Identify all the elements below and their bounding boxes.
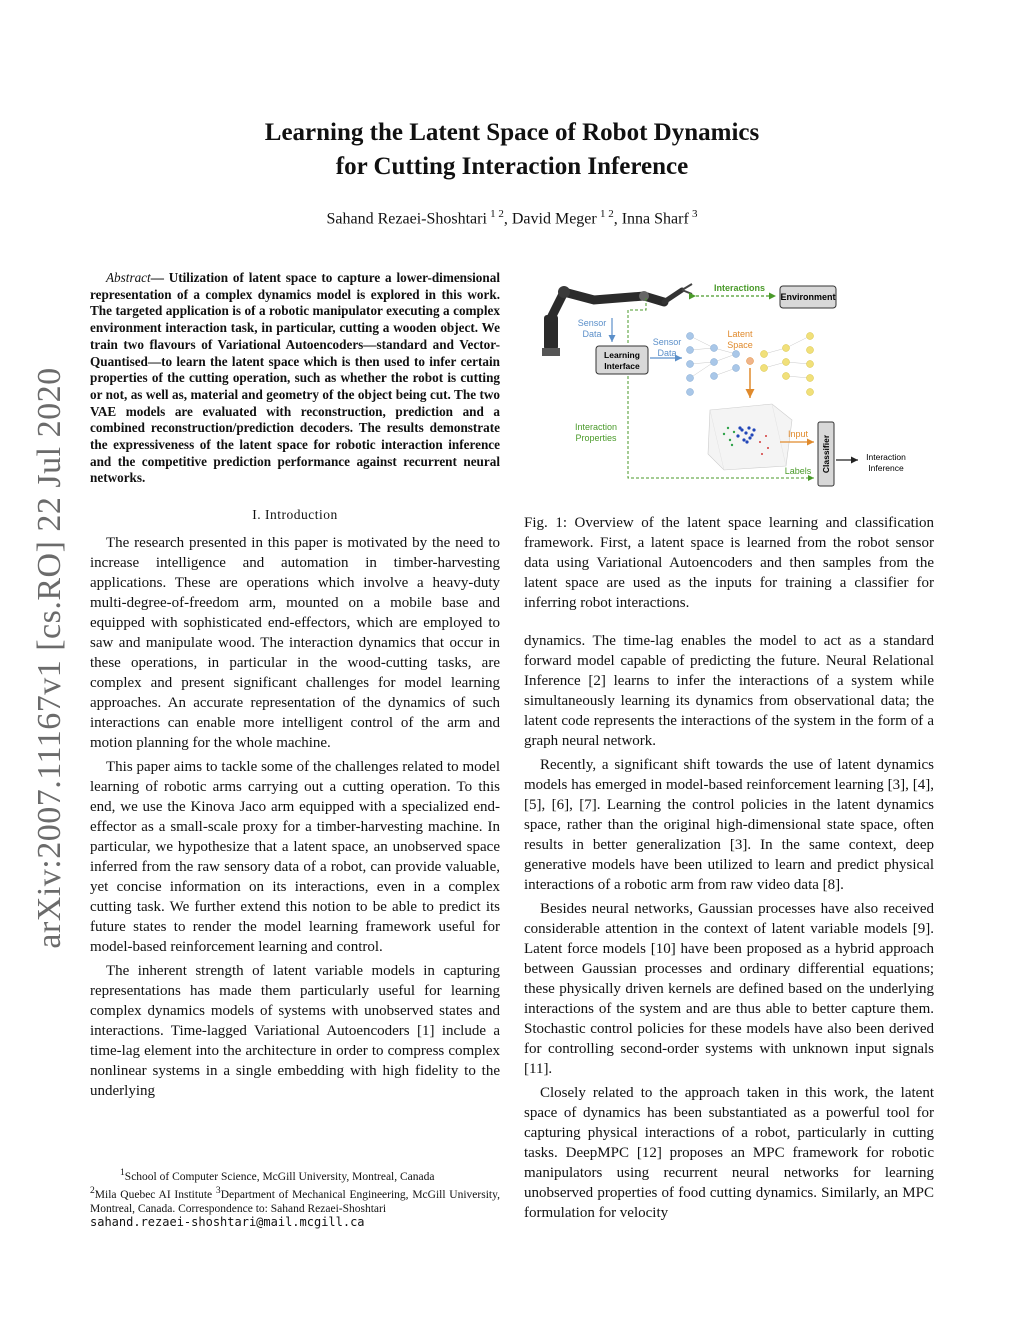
label-sensor-data-2a: Sensor [652,337,682,347]
title-line-2: for Cutting Interaction Inference [335,153,689,180]
section-heading-introduction: I. Introduction [252,507,338,523]
label-interaction-props-b: Properties [575,433,617,443]
paragraph: The inherent strength of latent variable models in capturing representations has made them particularly useful for learning complex dynamics models of systems with unobserved states and interactions. Time-lagged Variational Autoencoders [1] include a time-lag element into the architecture in order to compress complex nonlinear systems in a single embedding with high fidelity to the underlying [90,963,500,1100]
author-3: Inna Sharf [621,210,689,228]
latent-scatter-plot [708,404,792,470]
paper-title [0,116,1024,184]
author-sep: , [503,210,512,228]
author-1-affil: 1 2 [490,208,504,220]
paragraph: This paper aims to tackle some of the challenges related to model learning of robotic arms carrying out a cutting operation. To this end, we use the Kinova Jaco arm equipped with a specialized end-effector as a small-scale proxy for a timber-harvesting machine. In particular, we hypothesize that a latent space, an unobserved space inferred from the raw sensory data of a robot, can provide valuable, yet concise information on its interactions, even in a complex cutting task. We further extend this notion to be able to predict its future states to render the model learning framework useful for model-based reinforcement learning and control. [90,759,500,956]
author-sep: , [613,210,622,228]
paragraph: dynamics. The time-lag enables the model to act as a standard forward model capable of predicting the future. Neural Relational Inference [2] learns to infer the interactions of a system while simultaneously learning its dynamics from observational data; the latent code represents the interactions of the system in the form of a graph neural network. [524,633,934,749]
label-latent-a: Latent [727,329,753,339]
left-column [90,270,500,1105]
label-learning-b: Interface [604,361,640,371]
author-list [0,208,1024,228]
paragraph: Recently, a significant shift towards the use of latent dynamics models has emerged in model-based reinforcement learning [3], [4], [5], [6], [7]. Learning the control policies in the latent dynamics space, rather than the original high-dimensional state space, often results in better generalization [3]. In the same context, deep generative models have been utilized to learn and predict physical interactions of a robotic arm from raw video data [8]. [524,757,934,893]
label-interaction-props-a: Interaction [574,422,618,432]
label-sensor-data-1b: Data [582,329,602,339]
footnote-affil-1: School of Computer Science, McGill University, Montreal, Canada [124,1170,435,1183]
label-interactions: Interactions [714,283,766,293]
label-environment: Environment [780,292,836,302]
figure-caption: Fig. 1: Overview of the latent space learning and classification framework. First, a latent space is learned from the robot sensor data using Variational Autoencoders and then samples from the latent space are used as the inputs for training a classifier for inferring robot interactions. [524,515,934,611]
footnote-affil-3: Department of Mechanical Engineering, McGill University, Montreal, Canada. Correspondence to: Sahand Rezaei-Shoshtari [90,1189,500,1215]
arxiv-watermark [20,368,80,948]
footnote-sup: 3 [215,1185,221,1197]
footnote [90,1166,500,1231]
figure-1 [524,270,934,502]
arxiv-id: arXiv:2007.11167v1 [cs.RO] 22 Jul 2020 [31,367,68,949]
abstract-text: — Utilization of latent space to capture a lower-dimensional representation of a complex dynamics model is explored in this work. The targeted application is of a robotic manipulator executing a complex environment interaction task, in particular, cutting a wooden object. We train two flavours of Variational Autoencoders—standard and Vector-Quantised—to learn the latent space which is then used to infer certain properties of the cutting operation, such as whether the robot is cutting or not, as well as, material and geometry of the object being cut. The two VAE models are evaluated with reconstruction, prediction and a combined reconstruction/prediction decoders. The results demonstrate the expressiveness of the latent space for robotic interaction inference and the competitive prediction performance against recurrent neural networks. [90,270,500,486]
right-column [524,270,934,1227]
label-inference-a: Interaction [866,452,906,462]
paragraph: The research presented in this paper is motivated by the need to increase intelligence and automation in timber-harvesting applications. These are operations which involve a heavy-duty multi-degree-of-freedom arm, mounted on a mobile base and equipped with sophisticated end-effectors, which are employed to saw and manipulate wood. The interaction dynamics that occur in these operations, in particular in the wood-cutting tasks, are complex and present significant challenges for model learning approaches. An accurate representation of the dynamics of such interactions can enable more intelligent control of the arm and motion planning for the whole machine. [90,535,500,752]
title-line-1: Learning the Latent Space of Robot Dynamics [264,119,760,146]
footnote-email[interactable]: sahand.rezaei-shoshtari@mail.mcgill.ca [90,1215,365,1230]
paragraph: Besides neural networks, Gaussian processes have also received considerable attention in the context of latent variable models [9]. Latent force models [10] have been proposed as a hybrid approach between Gaussian processes and ordinary differential equations; these physically driven kernels are defined based on the underlying interactions of the system and are thus able to better capture them. Stochastic control policies for these models have also been derived for controlling second-order systems with unknown input signals [11]. [524,901,934,1077]
label-sensor-data-2b: Data [657,348,677,358]
paragraph: Closely related to the approach taken in this work, the latent space of dynamics has been substantiated as a powerful tool for capturing physical interactions of a robot, particularly in cutting tasks. DeepMPC [12] proposes an MPC framework for robotic manipulators using recurrent neural networks for learning unobserved properties of food cutting dynamics. Similarly, an MPC formulation for velocity [524,1085,934,1221]
label-classifier: Classifier [821,434,831,474]
label-learning-a: Learning [604,350,640,360]
footnote-sup: 2 [90,1185,95,1197]
author-2: David Meger [511,210,597,228]
label-latent-b: Space [727,340,753,350]
abstract-label: Abstract [106,270,151,285]
author-3-affil: 3 [691,208,698,220]
label-labels: Labels [784,466,812,476]
label-inference-b: Inference [868,463,904,473]
abstract [90,270,500,487]
footnote-affil-2: Mila Quebec AI Institute [94,1189,213,1202]
label-input: Input [787,429,809,439]
label-sensor-data-1a: Sensor [577,318,607,328]
footnote-sup: 1 [120,1167,125,1178]
author-2-affil: 1 2 [599,208,614,220]
author-1: Sahand Rezaei-Shoshtari [326,210,487,228]
